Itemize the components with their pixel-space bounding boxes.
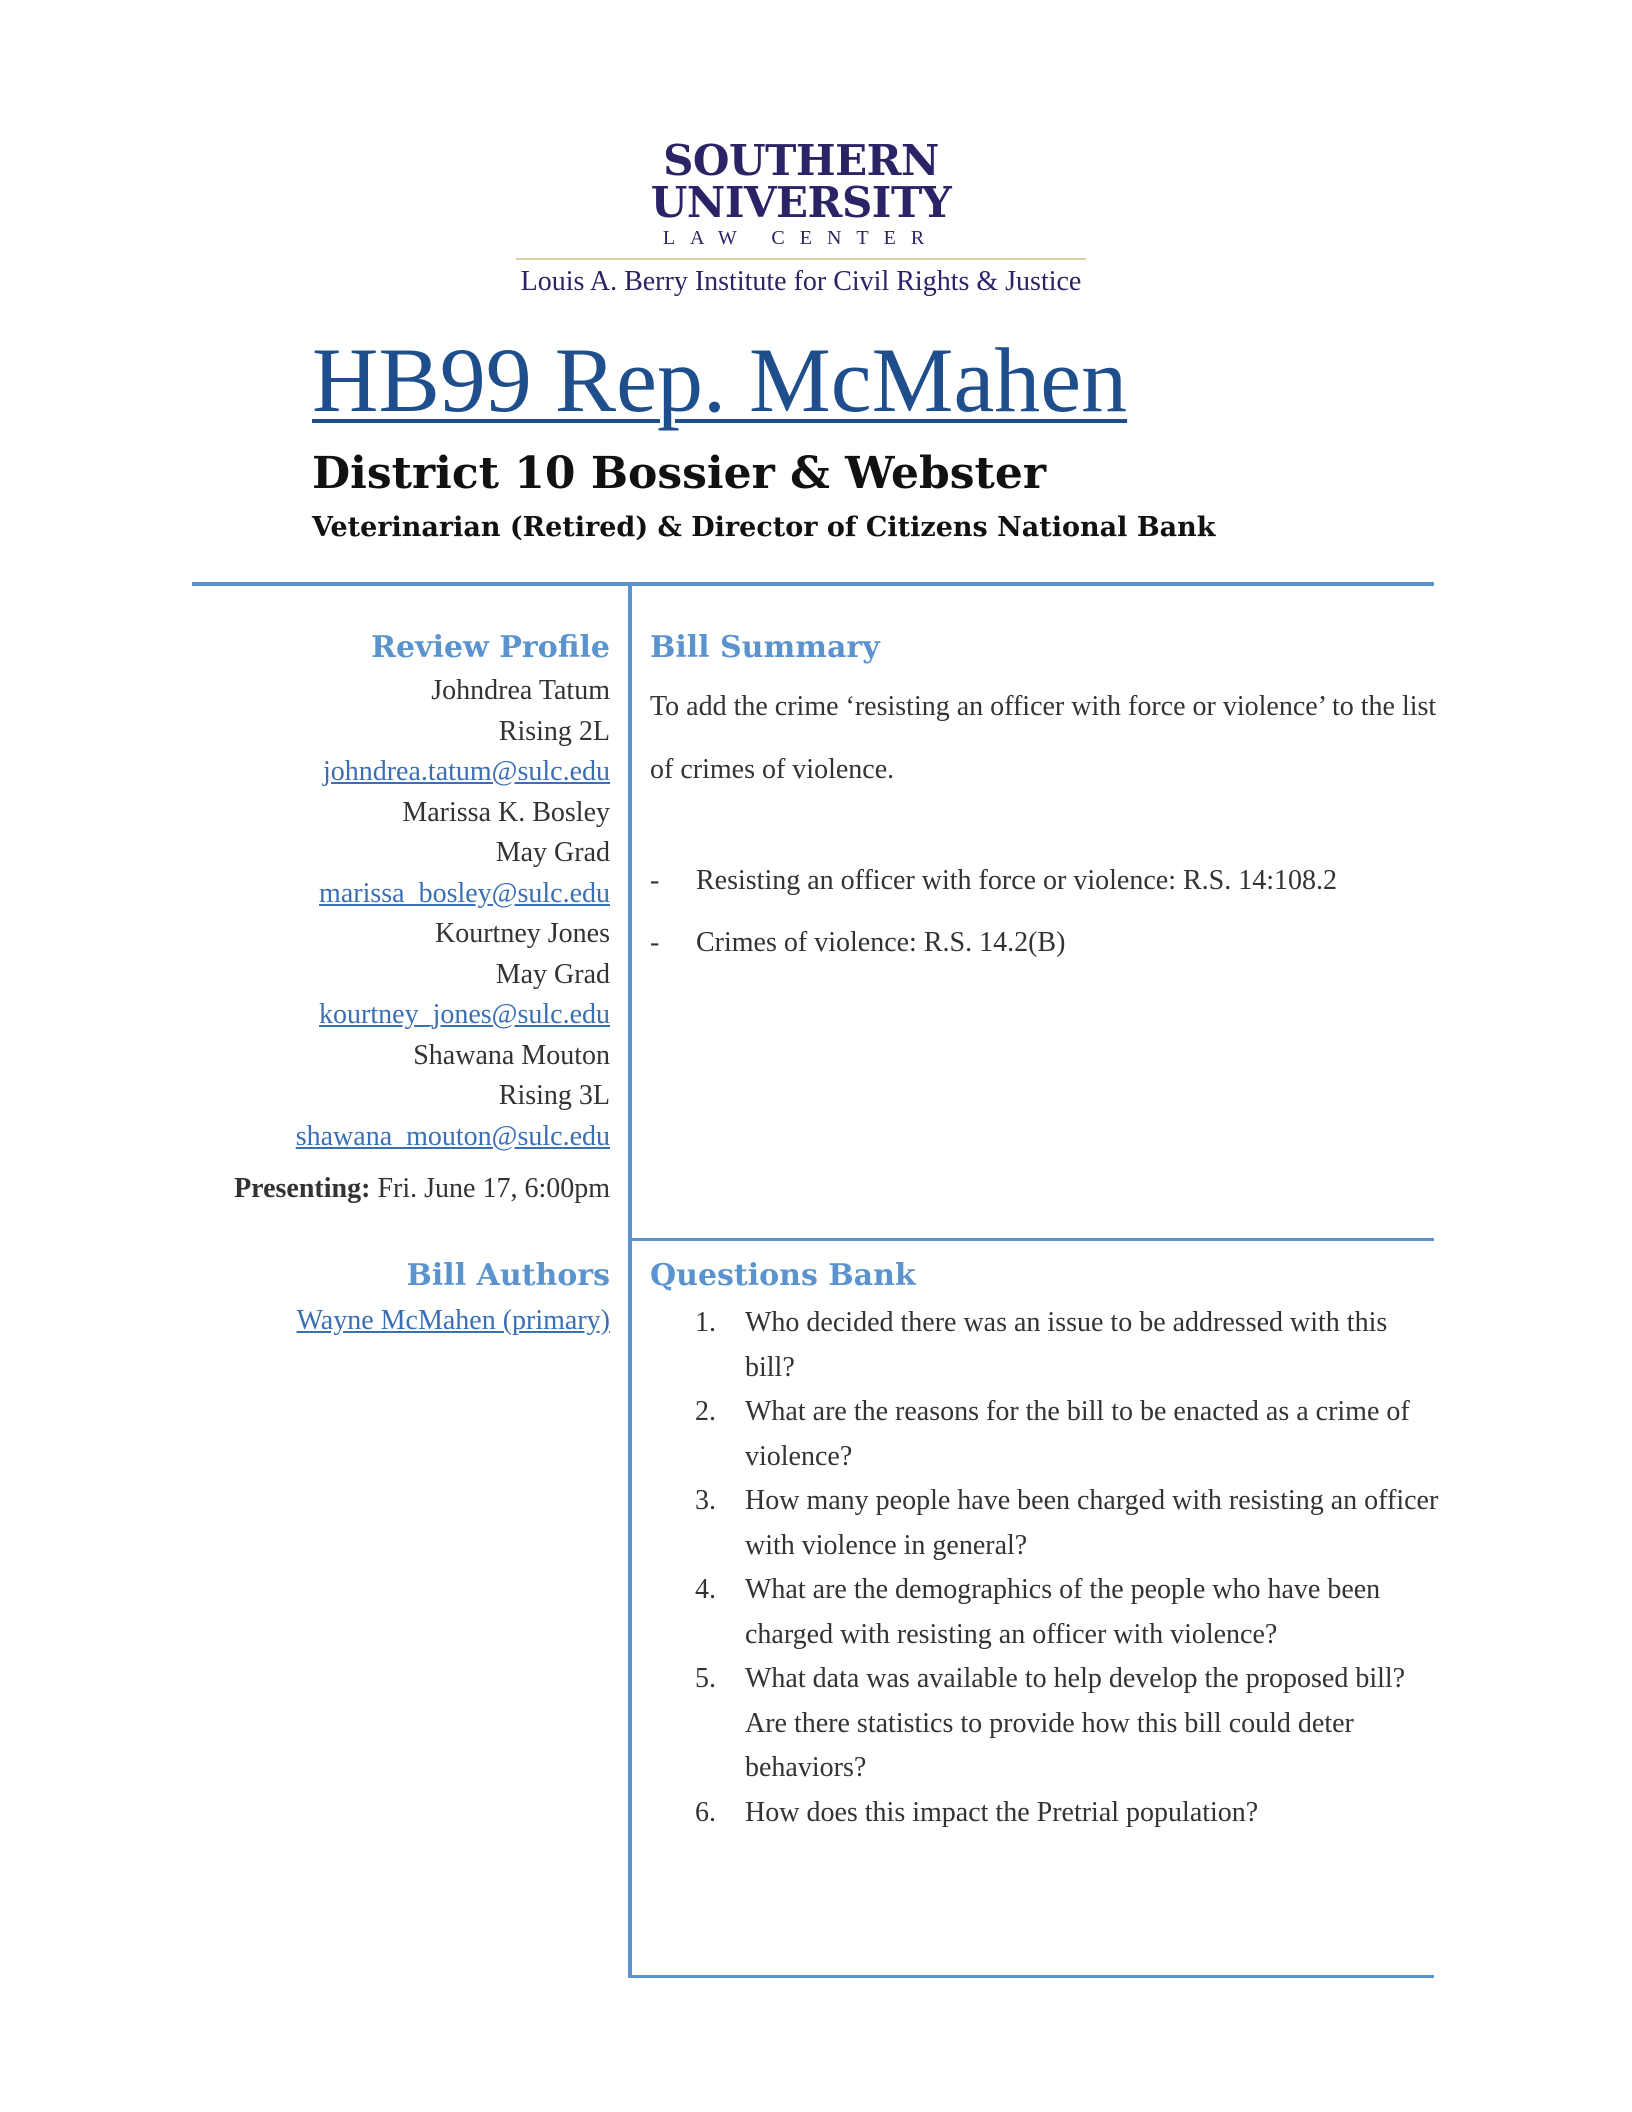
logo-university-name: SOUTHERN UNIVERSITY: [650, 136, 952, 227]
list-item: [650, 861, 1440, 901]
reviewer-year: May Grad: [495, 837, 610, 868]
reviewer-email-link[interactable]: shawana_mouton@sulc.edu: [295, 1120, 610, 1152]
reviewer-name: Johndrea Tatum: [431, 675, 610, 706]
bill-summary-heading: Bill Summary: [650, 630, 880, 665]
question-text: What are the demographics of the people who have been charged with resisting an officer with violence?: [745, 1574, 1381, 1650]
logo-institute-name: Louis A. Berry Institute for Civil Rights & Justice: [520, 266, 1082, 297]
question-number: 2.: [695, 1396, 716, 1427]
list-item: [650, 1657, 1440, 1791]
reviewer-entry: [150, 793, 610, 915]
question-text: Who decided there was an issue to be addressed with this bill?: [745, 1307, 1388, 1383]
presenting-label: Presenting:: [234, 1173, 371, 1204]
reviewer-name: Shawana Mouton: [413, 1039, 610, 1071]
header-divider: [192, 582, 1434, 586]
logo-divider: [516, 258, 1086, 260]
presenting-value: Fri. June 17, 6:00pm: [377, 1173, 610, 1204]
institution-logo: [516, 136, 1086, 297]
bottom-divider: [632, 1975, 1434, 1978]
list-item: [650, 1568, 1440, 1657]
question-text: How many people have been charged with resisting an officer with violence in general?: [745, 1485, 1439, 1561]
question-number: 3.: [695, 1485, 716, 1516]
reviewer-email-link[interactable]: johndrea.tatum@sulc.edu: [322, 756, 610, 787]
section-divider: [632, 1238, 1434, 1241]
bill-summary-text: To add the crime ‘resisting an officer with force or violence’ to the list of crimes of violence.: [650, 691, 1437, 785]
questions-bank-section: [650, 1258, 1440, 1835]
question-number: 5.: [695, 1663, 716, 1694]
page-title: HB99 Rep. McMahen: [312, 329, 1128, 431]
question-number: 6.: [695, 1796, 716, 1828]
bullet-text: Crimes of violence: R.S. 14.2(B): [696, 927, 1066, 958]
list-item: [650, 1301, 1440, 1390]
presenting-info: [150, 1169, 610, 1209]
review-profile-section: [150, 630, 610, 1209]
occupation-subtitle: Veterinarian (Retired) & Director of Citizens National Bank: [312, 512, 1216, 543]
question-text: What data was available to help develop the proposed bill? Are there statistics to provide how this bill could deter behaviors?: [745, 1663, 1406, 1783]
list-item: [650, 923, 1440, 963]
reviewer-name: Kourtney Jones: [435, 918, 610, 949]
reviewer-entry: [150, 1036, 610, 1158]
list-item: [650, 1479, 1440, 1568]
list-item: [650, 1390, 1440, 1479]
question-text: What are the reasons for the bill to be enacted as a crime of violence?: [745, 1396, 1410, 1472]
bullet-marker: -: [650, 865, 660, 896]
reviewer-entry: [150, 914, 610, 1036]
bill-summary-section: [650, 630, 1440, 985]
reviewer-year: Rising 2L: [498, 715, 610, 747]
bullet-marker: -: [650, 927, 660, 958]
author-link[interactable]: Wayne McMahen (primary): [296, 1305, 610, 1336]
bill-authors-heading: Bill Authors: [406, 1258, 610, 1293]
bill-summary-bullets: [650, 861, 1440, 963]
bill-authors-section: [150, 1258, 610, 1341]
district-subtitle: District 10 Bossier & Webster: [312, 448, 1047, 499]
review-profile-heading: Review Profile: [371, 630, 610, 665]
bullet-text: Resisting an officer with force or violence: R.S. 14:108.2: [696, 865, 1338, 896]
question-number: 4.: [695, 1574, 716, 1605]
logo-law-center: LAW CENTER: [662, 227, 940, 249]
reviewer-email-link[interactable]: marissa_bosley@sulc.edu: [319, 877, 610, 909]
column-divider: [628, 586, 632, 1978]
reviewer-name: Marissa K. Bosley: [402, 796, 610, 828]
reviewer-email-link[interactable]: kourtney_jones@sulc.edu: [319, 999, 610, 1030]
reviewer-entry: [150, 671, 610, 793]
list-item: [650, 1791, 1440, 1836]
questions-bank-heading: Questions Bank: [650, 1258, 916, 1293]
reviewer-year: May Grad: [495, 958, 610, 990]
reviewer-year: Rising 3L: [498, 1080, 610, 1111]
question-text: How does this impact the Pretrial population?: [745, 1796, 1259, 1828]
questions-list: [650, 1301, 1440, 1835]
question-number: 1.: [695, 1307, 716, 1338]
